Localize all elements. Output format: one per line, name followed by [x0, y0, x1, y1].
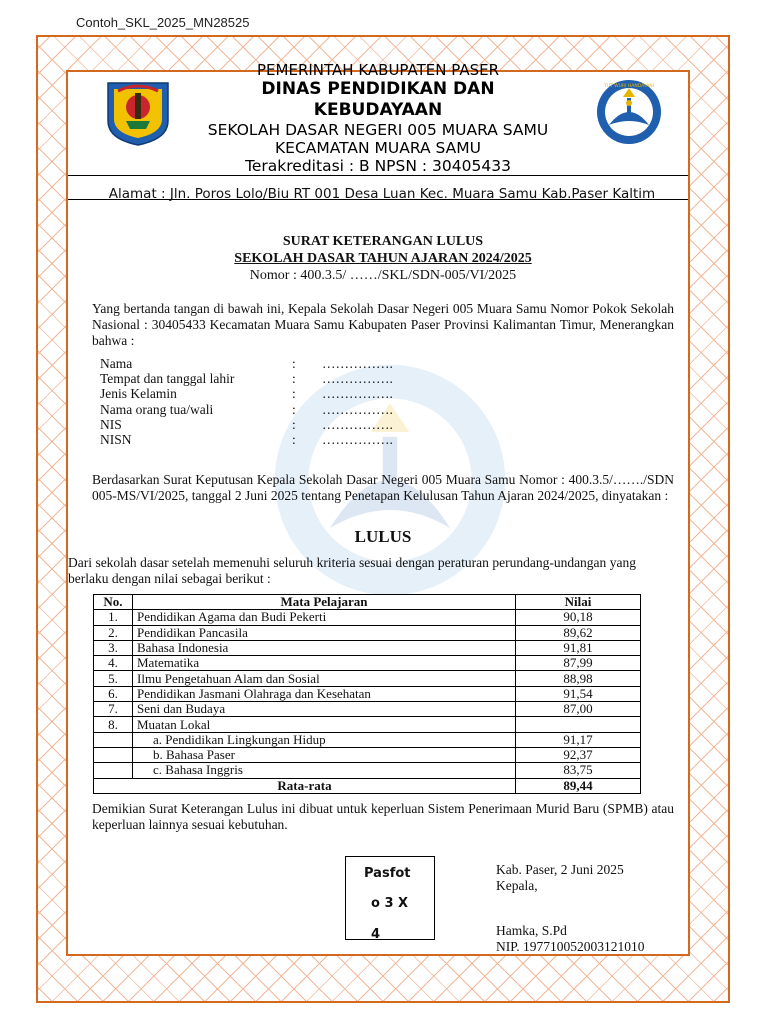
- identity-row: Nama orang tua/wali : …………….: [100, 401, 393, 417]
- photo-label-line-3: 4: [371, 927, 381, 942]
- title-line-2: SEKOLAH DASAR TAHUN AJARAN 2024/2025: [234, 251, 532, 266]
- table-row: 1. Pendidikan Agama dan Budi Pekerti 90,18: [94, 610, 641, 625]
- agency-name: DINAS PENDIDIKAN DAN KEBUDAYAAN: [261, 79, 495, 120]
- table-row: 5. Ilmu Pengetahuan Alam dan Sosial 88,98: [94, 671, 641, 686]
- table-row: 2. Pendidikan Pancasila 89,62: [94, 625, 641, 640]
- school-name: SEKOLAH DASAR NEGERI 005 MUARA SAMU: [207, 121, 549, 139]
- identity-row: Nama : …………….: [100, 356, 393, 371]
- grades-table: [93, 594, 641, 794]
- signature-footer: [496, 923, 645, 955]
- district-name: KECAMATAN MUARA SAMU: [275, 139, 481, 157]
- table-row: c. Bahasa Inggris 83,75: [94, 763, 641, 778]
- average-row: [94, 778, 641, 793]
- letterhead-divider-bottom: [68, 199, 688, 200]
- logo-right-caption: TUT WURI HANDAYANI: [604, 84, 654, 89]
- header-subject: Mata Pelajaran: [133, 595, 516, 610]
- signer-name: Hamka, S.Pd: [496, 923, 567, 938]
- table-row: a. Pendidikan Lingkungan Hidup 91,17: [94, 732, 641, 747]
- signer-nip: NIP. 197710052003121010: [496, 939, 645, 954]
- student-identity-list: [100, 356, 393, 447]
- criteria-paragraph: Dari sekolah dasar setelah memenuhi seluruh kriteria sesuai dengan peraturan perundang-undangan yang berlaku dengan nilai sebagai berikut :: [68, 555, 636, 586]
- header-no: No.: [94, 595, 133, 610]
- average-label: Rata-rata: [94, 778, 516, 793]
- government-name: PEMERINTAH KABUPATEN PASER: [257, 61, 499, 79]
- identity-row: NISN : …………….: [100, 432, 393, 448]
- signer-position: Kepala,: [496, 878, 538, 893]
- file-label: Contoh_SKL_2025_MN28525: [76, 15, 250, 30]
- graduation-status: LULUS: [354, 527, 412, 546]
- title-line-1: SURAT KETERANGAN LULUS: [282, 234, 484, 249]
- document-number: Nomor : 400.3.5/ ……/SKL/SDN-005/VI/2025: [249, 268, 517, 283]
- table-row: 8. Muatan Lokal: [94, 717, 641, 732]
- photo-label-line-1: Pasfot: [364, 866, 411, 881]
- closing-paragraph: Demikian Surat Keterangan Lulus ini dibuat untuk keperluan Sistem Penerimaan Murid Baru (SPMB) atau keperluan lainnya sesuai kebutuhan.: [92, 801, 674, 832]
- identity-row: NIS : …………….: [100, 416, 393, 432]
- identity-row: Tempat dan tanggal lahir : …………….: [100, 371, 393, 387]
- average-value: 89,44: [516, 778, 641, 793]
- table-row: b. Bahasa Paser 92,37: [94, 747, 641, 762]
- place-date: Kab. Paser, 2 Juni 2025: [496, 862, 624, 877]
- decision-paragraph: Berdasarkan Surat Keputusan Kepala Sekolah Dasar Negeri 005 Muara Samu Nomor : 400.3.5/……./SDN 005-MS/VI/2025, tanggal 2 Juni 2025 tentang Penetapan Kelulusan Tahun Ajaran 2024/2025, dinyatakan :: [92, 472, 674, 503]
- header-score: Nilai: [516, 595, 641, 610]
- photo-label-line-2: o 3 X: [371, 896, 409, 911]
- table-header-row: [94, 595, 641, 610]
- accreditation: Terakreditasi : B NPSN : 30405433: [245, 157, 511, 175]
- table-row: 3. Bahasa Indonesia 91,81: [94, 640, 641, 655]
- intro-paragraph: Yang bertanda tangan di bawah ini, Kepala Sekolah Dasar Negeri 005 Muara Samu Nomor Pokok Sekolah Nasional : 30405433 Kecamatan Muara Samu Kabupaten Paser Provinsi Kalimantan Timur, Menerangkan bahwa :: [92, 301, 674, 348]
- table-row: 6. Pendidikan Jasmani Olahraga dan Kesehatan 91,54: [94, 686, 641, 701]
- document-title: [68, 233, 698, 284]
- school-address: Alamat : Jln. Poros Lolo/Biu RT 001 Desa Luan Kec. Muara Samu Kab.Paser Kaltim: [108, 186, 656, 202]
- table-row: 7. Seni dan Budaya 87,00: [94, 702, 641, 717]
- table-row: 4. Matematika 87,99: [94, 656, 641, 671]
- letterhead-divider-top: [68, 175, 688, 176]
- signature-header: [496, 862, 624, 894]
- letterhead: [68, 62, 688, 176]
- identity-row: Jenis Kelamin : …………….: [100, 386, 393, 402]
- photo-placeholder: [345, 856, 435, 940]
